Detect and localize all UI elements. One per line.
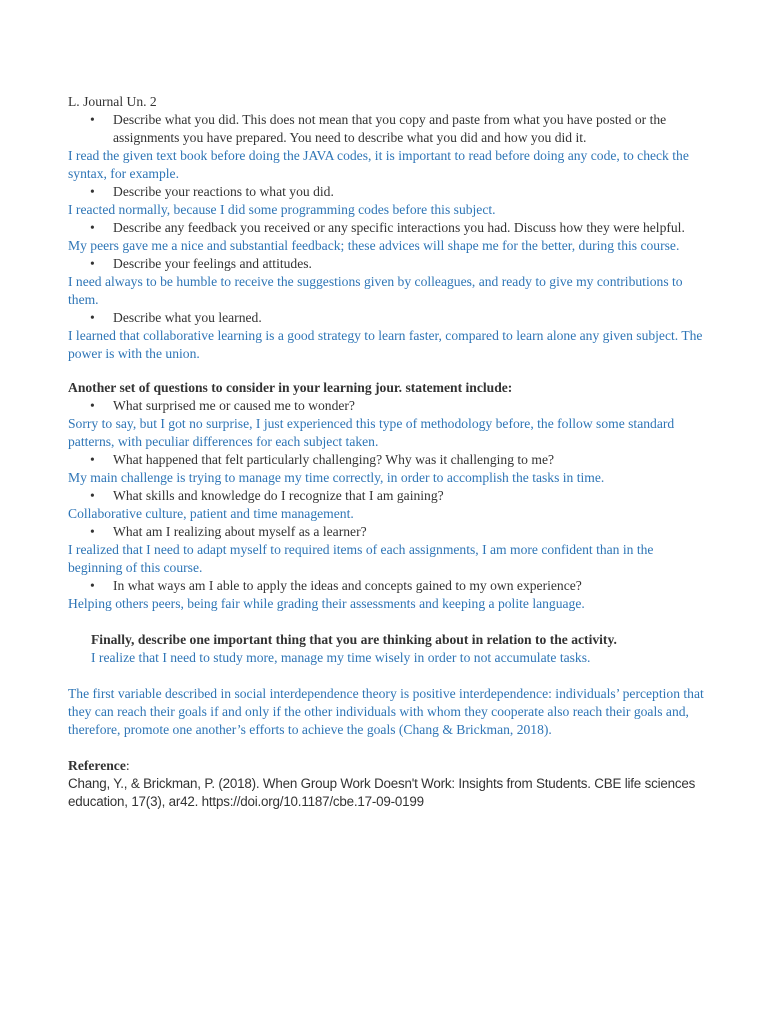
question-item xyxy=(68,451,710,469)
theory-paragraph: The first variable described in social interdependence theory is positive interdependence: individuals’ perception that they can reach their goals if and only if the other individuals with whom they cooperate also reach their goals and, therefore, promote one another’s efforts to achieve the goals (Chang & Brickman, 2018). xyxy=(68,686,704,737)
bullet-icon: • xyxy=(90,488,95,503)
answer-text: Helping others peers, being fair while grading their assessments and keeping a polite language. xyxy=(68,596,585,611)
answer-text: I read the given text book before doing the JAVA codes, it is important to read before doing any code, to check the syntax, for example. xyxy=(68,148,689,181)
question-text: Describe your reactions to what you did. xyxy=(113,184,334,199)
question-text: In what ways am I able to apply the ideas and concepts gained to my own experience? xyxy=(113,578,582,593)
bullet-icon: • xyxy=(90,112,95,127)
question-text: Describe your feelings and attitudes. xyxy=(113,256,312,271)
section-heading: Another set of questions to consider in your learning jour. statement include: xyxy=(68,380,513,395)
reference-colon: : xyxy=(125,758,130,773)
question-item xyxy=(68,577,710,595)
question-item xyxy=(68,309,710,327)
document-body xyxy=(68,93,710,811)
question-item xyxy=(68,397,710,415)
question-text: Describe what you learned. xyxy=(113,310,262,325)
question-text: What surprised me or caused me to wonder? xyxy=(113,398,355,413)
bullet-icon: • xyxy=(90,578,95,593)
reference-heading xyxy=(68,757,710,775)
reference-label: Reference xyxy=(68,758,126,773)
answer-text: I reacted normally, because I did some programming codes before this subject. xyxy=(68,202,496,217)
question-text: Describe any feedback you received or any specific interactions you had. Discuss how they were helpful. xyxy=(113,220,685,235)
final-question: Finally, describe one important thing that you are thinking about in relation to the activity. xyxy=(91,632,617,647)
question-text: Describe what you did. This does not mean that you copy and paste from what you have posted or the assignments you have prepared. You need to describe what you did and how you did it. xyxy=(113,112,667,145)
answer-text: My peers gave me a nice and substantial feedback; these advices will shape me for the better, during this course. xyxy=(68,238,680,253)
question-item xyxy=(68,255,710,273)
answer-text: My main challenge is trying to manage my time correctly, in order to accomplish the tasks in time. xyxy=(68,470,605,485)
answer-text: I need always to be humble to receive the suggestions given by colleagues, and ready to give my contributions to them. xyxy=(68,274,683,307)
answer-text: Collaborative culture, patient and time management. xyxy=(68,506,354,521)
question-text: What am I realizing about myself as a learner? xyxy=(113,524,367,539)
question-item xyxy=(68,487,710,505)
question-item xyxy=(68,219,710,237)
document-header: L. Journal Un. 2 xyxy=(68,94,157,109)
question-text: What happened that felt particularly challenging? Why was it challenging to me? xyxy=(113,452,555,467)
answer-text: I realized that I need to adapt myself to required items of each assignments, I am more confident than in the beginning of this course. xyxy=(68,542,654,575)
bullet-icon: • xyxy=(90,398,95,413)
bullet-icon: • xyxy=(90,524,95,539)
answer-text: Sorry to say, but I got no surprise, I just experienced this type of methodology before, the follow some standard patterns, with peculiar differences for each subject taken. xyxy=(68,416,675,449)
answer-text: I learned that collaborative learning is a good strategy to learn faster, compared to learn alone any given subject. The power is with the union. xyxy=(68,328,703,361)
question-item xyxy=(68,523,710,541)
bullet-icon: • xyxy=(90,310,95,325)
bullet-icon: • xyxy=(90,256,95,271)
final-answer: I realize that I need to study more, manage my time wisely in order to not accumulate tasks. xyxy=(91,650,591,665)
question-text: What skills and knowledge do I recognize that I am gaining? xyxy=(113,488,444,503)
question-item xyxy=(68,183,710,201)
bullet-icon: • xyxy=(90,220,95,235)
question-item xyxy=(68,111,710,147)
bullet-icon: • xyxy=(90,184,95,199)
reference-citation: Chang, Y., & Brickman, P. (2018). When Group Work Doesn't Work: Insights from Students. CBE life sciences education, 17(3), ar42. https://doi.org/10.1187/cbe.17-09-0199 xyxy=(68,776,696,809)
bullet-icon: • xyxy=(90,452,95,467)
